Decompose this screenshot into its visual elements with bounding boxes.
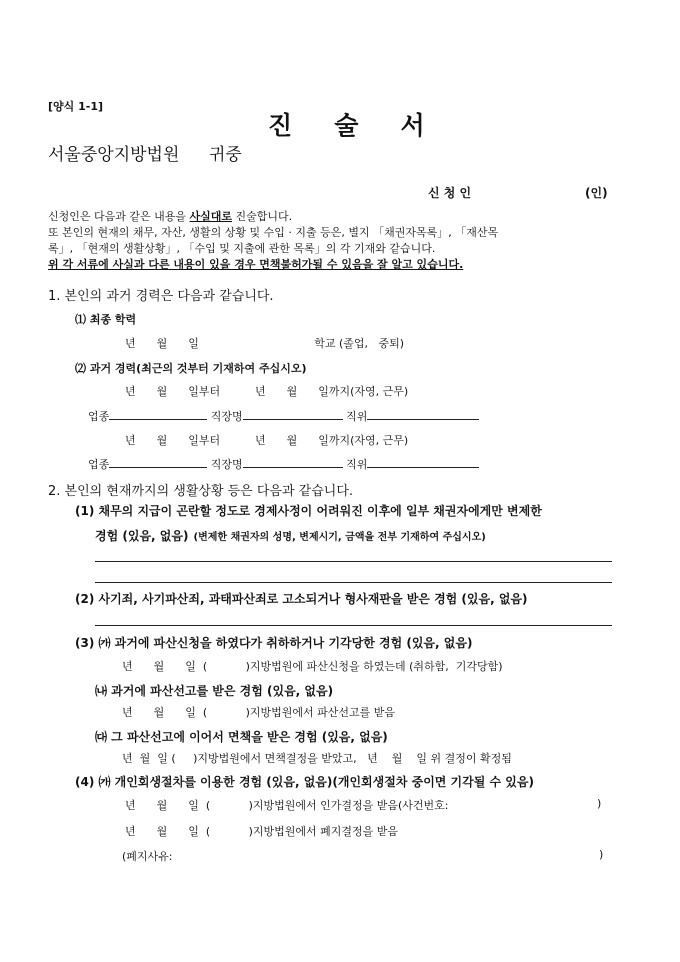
question-4-line-2: 년 월 일 ( )지방법원에서 폐지결정을 받음 bbox=[125, 825, 399, 838]
court-name: 서울중앙지방법원 bbox=[48, 145, 180, 165]
intro-line-2: 또 본인의 현재의 채무, 자산, 생활의 상황 및 수입 · 지출 등은, 별지 「채권자목록」, 「재산목 bbox=[48, 226, 499, 239]
question-3a-line: 년 월 일 ( )지방법원에 파산신청을 하였는데 (취하함, 기각당함) bbox=[122, 660, 503, 673]
education-heading: ⑴ 최종 학력 bbox=[75, 313, 137, 326]
intro-line-3: 록」, 「현재의 생활상황」, 「수입 및 지출에 관한 목록」의 각 기재와 같습니다. bbox=[48, 242, 436, 255]
question-3a: (3) ㈎ 과거에 파산신청을 하였다가 취하하거나 기각당한 경험 (있음, 없음) bbox=[75, 636, 473, 650]
intro-emphasis: 사실대로 bbox=[189, 210, 233, 223]
seal-mark: (인) bbox=[585, 186, 608, 200]
document-title: 진 술 서 bbox=[268, 111, 429, 140]
career-heading: ⑵ 과거 경력(최근의 것부터 기재하여 주십시오) bbox=[75, 362, 307, 375]
career-row-2: 업종 직장명 직위 bbox=[88, 456, 479, 472]
question-3c-line: 년 월 일 ( )지방법원에서 면책결정을 받았고, 년 월 일 위 결정이 확정됨 bbox=[122, 752, 512, 765]
applicant-label: 신 청 인 bbox=[428, 186, 472, 200]
answer-line-2 bbox=[95, 582, 612, 583]
question-3b-line: 년 월 일 ( )지방법원에서 파산선고를 받음 bbox=[122, 706, 396, 719]
question-3b: ㈏ 과거에 파산선고를 받은 경험 (있음, 없음) bbox=[95, 684, 334, 698]
section-2-heading: 2. 본인의 현재까지의 생활상황 등은 다음과 같습니다. bbox=[48, 484, 354, 499]
education-line: 년 월 일 학교 (졸업, 중퇴) bbox=[125, 337, 405, 350]
question-4: (4) ㈎ 개인회생절차를 이용한 경험 (있음, 없음)(개인회생절차 중이면 기각될 수 있음) bbox=[75, 775, 534, 789]
career-row-1: 업종 직장명 직위 bbox=[88, 408, 479, 424]
section-1-heading: 1. 본인의 과거 경력은 다음과 같습니다. bbox=[48, 289, 274, 304]
career-period-1: 년 월 일부터 년 월 일까지(자영, 근무) bbox=[125, 385, 409, 398]
intro-line-1: 신청인은 다음과 같은 내용을 사실대로 진술합니다. bbox=[48, 210, 293, 223]
close-paren-1: ) bbox=[597, 797, 602, 810]
form-code: [양식 1-1] bbox=[48, 100, 104, 113]
answer-line-1 bbox=[95, 561, 612, 562]
question-1-line-2: 경험 (있음, 없음) (변제한 채권자의 성명, 변제시기, 금액을 전부 기재하여 주십시오) bbox=[95, 529, 486, 543]
question-3c: ㈐ 그 파산선고에 이어서 면책을 받은 경험 (있음, 없음) bbox=[95, 730, 388, 744]
career-period-2: 년 월 일부터 년 월 일까지(자영, 근무) bbox=[125, 434, 409, 447]
close-paren-2: ) bbox=[599, 848, 604, 861]
question-4-line-1: 년 월 일 ( )지방법원에서 인가결정을 받음(사건번호: bbox=[125, 799, 449, 812]
question-2: (2) 사기죄, 사기파산죄, 과태파산죄로 고소되거나 형사재판을 받은 경험 (있음, 없음) bbox=[75, 592, 528, 606]
intro-warning: 위 각 서류에 사실과 다른 내용이 있을 경우 면책불허가될 수 있음을 잘 알고 있습니다. bbox=[48, 258, 464, 271]
abolition-reason-label: (폐지사유: bbox=[122, 850, 173, 863]
question-1-line-1: (1) 채무의 지급이 곤란할 정도로 경제사정이 어려워진 이후에 일부 채권자에게만 변제한 bbox=[75, 504, 542, 518]
court-suffix: 귀중 bbox=[209, 145, 242, 165]
answer-line-3 bbox=[95, 625, 612, 626]
